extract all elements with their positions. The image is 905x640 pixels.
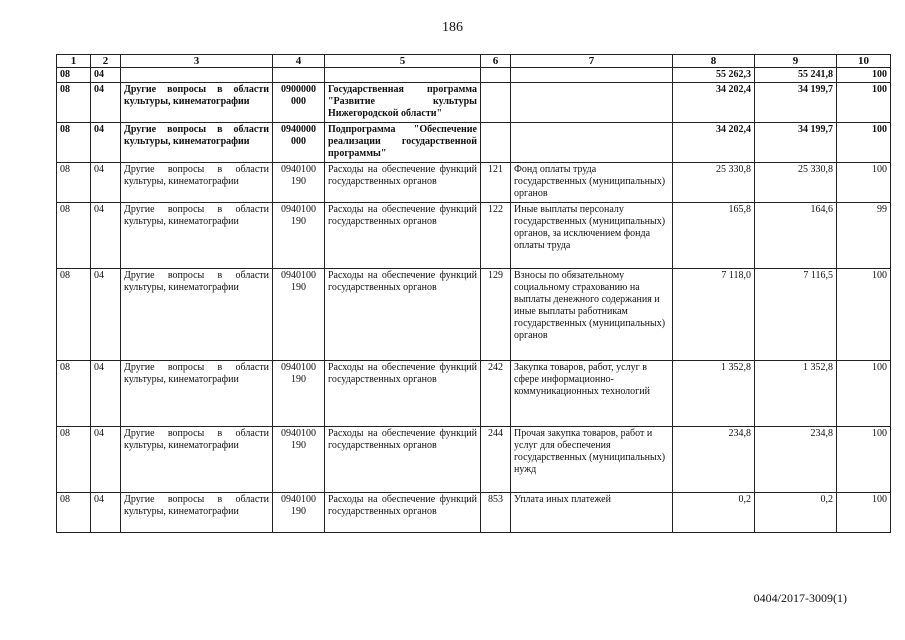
cell-planned: 34 202,4 — [673, 123, 755, 163]
cell-expense-type — [481, 123, 511, 163]
cell-expense-name — [511, 68, 673, 83]
cell-subsection: 04 — [91, 361, 121, 427]
cell-name: Другие вопросы в области культуры, кинематографии — [121, 427, 273, 493]
col-header-3: 3 — [121, 55, 273, 68]
cell-name: Другие вопросы в области культуры, кинематографии — [121, 269, 273, 361]
cell-section: 08 — [57, 163, 91, 203]
cell-section: 08 — [57, 269, 91, 361]
table-row — [57, 203, 891, 269]
cell-section: 08 — [57, 123, 91, 163]
cell-expense-type — [481, 68, 511, 83]
cell-actual: 1 352,8 — [755, 361, 837, 427]
cell-expense-type: 242 — [481, 361, 511, 427]
cell-target-code: 0900000 000 — [273, 83, 325, 123]
cell-section: 08 — [57, 68, 91, 83]
col-header-5: 5 — [325, 55, 481, 68]
cell-percent: 99 — [837, 203, 891, 269]
cell-target-code: 0940100 190 — [273, 493, 325, 533]
table-row — [57, 361, 891, 427]
cell-expense-type: 853 — [481, 493, 511, 533]
cell-percent: 100 — [837, 83, 891, 123]
table-row — [57, 269, 891, 361]
cell-actual: 55 241,8 — [755, 68, 837, 83]
cell-target-name: Государственная программа "Развитие культуры Нижегородской области" — [325, 83, 481, 123]
cell-subsection: 04 — [91, 68, 121, 83]
cell-expense-type: 244 — [481, 427, 511, 493]
cell-target-name: Расходы на обеспечение функций государственных органов — [325, 427, 481, 493]
cell-target-name: Расходы на обеспечение функций государственных органов — [325, 493, 481, 533]
cell-planned: 25 330,8 — [673, 163, 755, 203]
cell-expense-name: Прочая закупка товаров, работ и услуг для обеспечения государственных (муниципальных) нужд — [511, 427, 673, 493]
col-header-1: 1 — [57, 55, 91, 68]
cell-percent: 100 — [837, 163, 891, 203]
cell-name: Другие вопросы в области культуры, кинематографии — [121, 123, 273, 163]
cell-expense-type: 121 — [481, 163, 511, 203]
cell-percent: 100 — [837, 427, 891, 493]
cell-expense-name: Фонд оплаты труда государственных (муниципальных) органов — [511, 163, 673, 203]
cell-section: 08 — [57, 203, 91, 269]
cell-expense-name: Уплата иных платежей — [511, 493, 673, 533]
cell-section: 08 — [57, 427, 91, 493]
cell-percent: 100 — [837, 269, 891, 361]
col-header-10: 10 — [837, 55, 891, 68]
col-header-8: 8 — [673, 55, 755, 68]
table-row — [57, 83, 891, 123]
cell-section: 08 — [57, 361, 91, 427]
cell-subsection: 04 — [91, 269, 121, 361]
cell-section: 08 — [57, 83, 91, 123]
cell-target-code: 0940100 190 — [273, 163, 325, 203]
cell-expense-name: Иные выплаты персоналу государственных (муниципальных) органов, за исключением фонда оплаты труда — [511, 203, 673, 269]
cell-expense-name — [511, 83, 673, 123]
cell-name: Другие вопросы в области культуры, кинематографии — [121, 493, 273, 533]
cell-expense-type: 122 — [481, 203, 511, 269]
table-row — [57, 427, 891, 493]
cell-expense-name: Закупка товаров, работ, услуг в сфере информационно-коммуникационных технологий — [511, 361, 673, 427]
cell-subsection: 04 — [91, 163, 121, 203]
cell-target-name: Расходы на обеспечение функций государственных органов — [325, 361, 481, 427]
header-row — [57, 55, 891, 68]
cell-section: 08 — [57, 493, 91, 533]
cell-planned: 1 352,8 — [673, 361, 755, 427]
cell-name: Другие вопросы в области культуры, кинематографии — [121, 83, 273, 123]
col-header-2: 2 — [91, 55, 121, 68]
cell-name: Другие вопросы в области культуры, кинематографии — [121, 361, 273, 427]
cell-target-code: 0940100 190 — [273, 427, 325, 493]
cell-actual: 34 199,7 — [755, 123, 837, 163]
cell-expense-type — [481, 83, 511, 123]
cell-subsection: 04 — [91, 123, 121, 163]
cell-target-code — [273, 68, 325, 83]
cell-planned: 234,8 — [673, 427, 755, 493]
table-row — [57, 493, 891, 533]
cell-percent: 100 — [837, 123, 891, 163]
cell-actual: 234,8 — [755, 427, 837, 493]
col-header-9: 9 — [755, 55, 837, 68]
cell-target-name: Расходы на обеспечение функций государственных органов — [325, 269, 481, 361]
cell-target-code: 0940000 000 — [273, 123, 325, 163]
table-row — [57, 123, 891, 163]
cell-actual: 7 116,5 — [755, 269, 837, 361]
cell-percent: 100 — [837, 68, 891, 83]
cell-target-code: 0940100 190 — [273, 361, 325, 427]
col-header-7: 7 — [511, 55, 673, 68]
cell-expense-name — [511, 123, 673, 163]
col-header-4: 4 — [273, 55, 325, 68]
budget-table — [56, 54, 891, 533]
cell-planned: 34 202,4 — [673, 83, 755, 123]
table-row — [57, 68, 891, 83]
cell-expense-name: Взносы по обязательному социальному страхованию на выплаты денежного содержания и иные выплаты работникам государственных (муниципальных) органов — [511, 269, 673, 361]
cell-planned: 7 118,0 — [673, 269, 755, 361]
cell-name: Другие вопросы в области культуры, кинематографии — [121, 163, 273, 203]
page-number: 186 — [442, 20, 463, 35]
cell-subsection: 04 — [91, 427, 121, 493]
cell-subsection: 04 — [91, 83, 121, 123]
cell-name: Другие вопросы в области культуры, кинематографии — [121, 203, 273, 269]
cell-planned: 0,2 — [673, 493, 755, 533]
cell-subsection: 04 — [91, 203, 121, 269]
cell-subsection: 04 — [91, 493, 121, 533]
cell-target-name — [325, 68, 481, 83]
cell-actual: 34 199,7 — [755, 83, 837, 123]
cell-target-code: 0940100 190 — [273, 203, 325, 269]
document-code: 0404/2017-3009(1) — [753, 591, 847, 605]
cell-planned: 165,8 — [673, 203, 755, 269]
cell-actual: 164,6 — [755, 203, 837, 269]
cell-actual: 0,2 — [755, 493, 837, 533]
cell-name — [121, 68, 273, 83]
cell-target-name: Расходы на обеспечение функций государственных органов — [325, 203, 481, 269]
cell-target-code: 0940100 190 — [273, 269, 325, 361]
cell-planned: 55 262,3 — [673, 68, 755, 83]
col-header-6: 6 — [481, 55, 511, 68]
cell-target-name: Подпрограмма "Обеспечение реализации государственной программы" — [325, 123, 481, 163]
cell-percent: 100 — [837, 361, 891, 427]
table-row — [57, 163, 891, 203]
cell-expense-type: 129 — [481, 269, 511, 361]
cell-actual: 25 330,8 — [755, 163, 837, 203]
cell-percent: 100 — [837, 493, 891, 533]
cell-target-name: Расходы на обеспечение функций государственных органов — [325, 163, 481, 203]
